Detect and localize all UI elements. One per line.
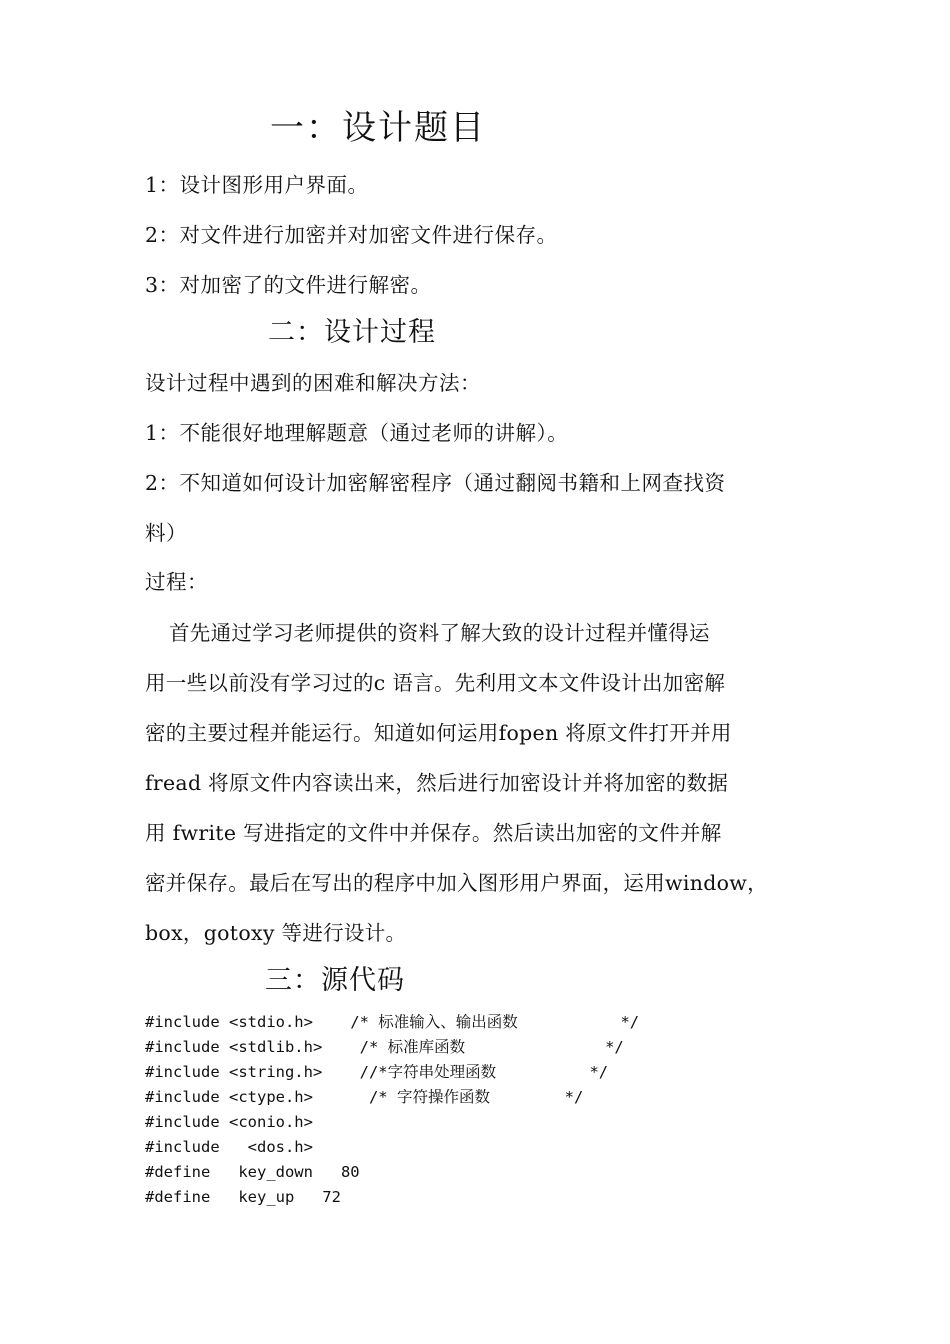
paragraph-line: box，gotoxy 等进行设计。: [145, 921, 407, 945]
paragraph-line: 用一些以前没有学习过的c 语言。先利用文本文件设计出加密解: [145, 671, 726, 695]
difficulties-intro: 设计过程中遇到的困难和解决方法：: [145, 371, 481, 395]
difficulty-item-1: 1：不能很好地理解题意（通过老师的讲解）。: [145, 421, 569, 445]
process-paragraph: [145, 619, 820, 969]
code-line: #include <string.h> //*字符串处理函数 */: [145, 1063, 609, 1081]
code-line: #include <stdlib.h> /* 标准库函数 */: [145, 1038, 624, 1056]
source-code-block: [145, 1010, 639, 1210]
code-line: #define key_down 80: [145, 1163, 360, 1181]
code-line: #define key_up 72: [145, 1188, 341, 1206]
paragraph-line: 密并保存。最后在写出的程序中加入图形用户界面，运用window，: [145, 871, 768, 895]
process-label: 过程：: [145, 570, 208, 594]
section-2-title: 二：设计过程: [268, 317, 436, 348]
code-line: #include <dos.h>: [145, 1138, 313, 1156]
paragraph-line: 用 fwrite 写进指定的文件中并保存。然后读出加密的文件并解: [145, 821, 722, 845]
code-line: #include <stdio.h> /* 标准输入、输出函数 */: [145, 1013, 640, 1031]
paragraph-line: 密的主要过程并能运行。知道如何运用fopen 将原文件打开并用: [145, 721, 732, 745]
difficulty-item-2: 2：不知道如何设计加密解密程序（通过翻阅书籍和上网查找资: [145, 471, 726, 495]
design-item-1: 1：设计图形用户界面。: [145, 173, 369, 197]
section-3-title: 三：源代码: [265, 965, 405, 996]
design-item-2: 2：对文件进行加密并对加密文件进行保存。: [145, 223, 558, 247]
paragraph-line: 首先通过学习老师提供的资料了解大致的设计过程并懂得运: [169, 621, 710, 645]
code-line: #include <ctype.h> /* 字符操作函数 */: [145, 1088, 584, 1106]
paragraph-line: fread 将原文件内容读出来，然后进行加密设计并将加密的数据: [145, 771, 729, 795]
section-1-title: 一：设计题目: [270, 108, 486, 148]
code-line: #include <conio.h>: [145, 1113, 313, 1131]
design-item-3: 3：对加密了的文件进行解密。: [145, 273, 432, 297]
difficulty-item-2-cont: 料）: [145, 521, 187, 545]
